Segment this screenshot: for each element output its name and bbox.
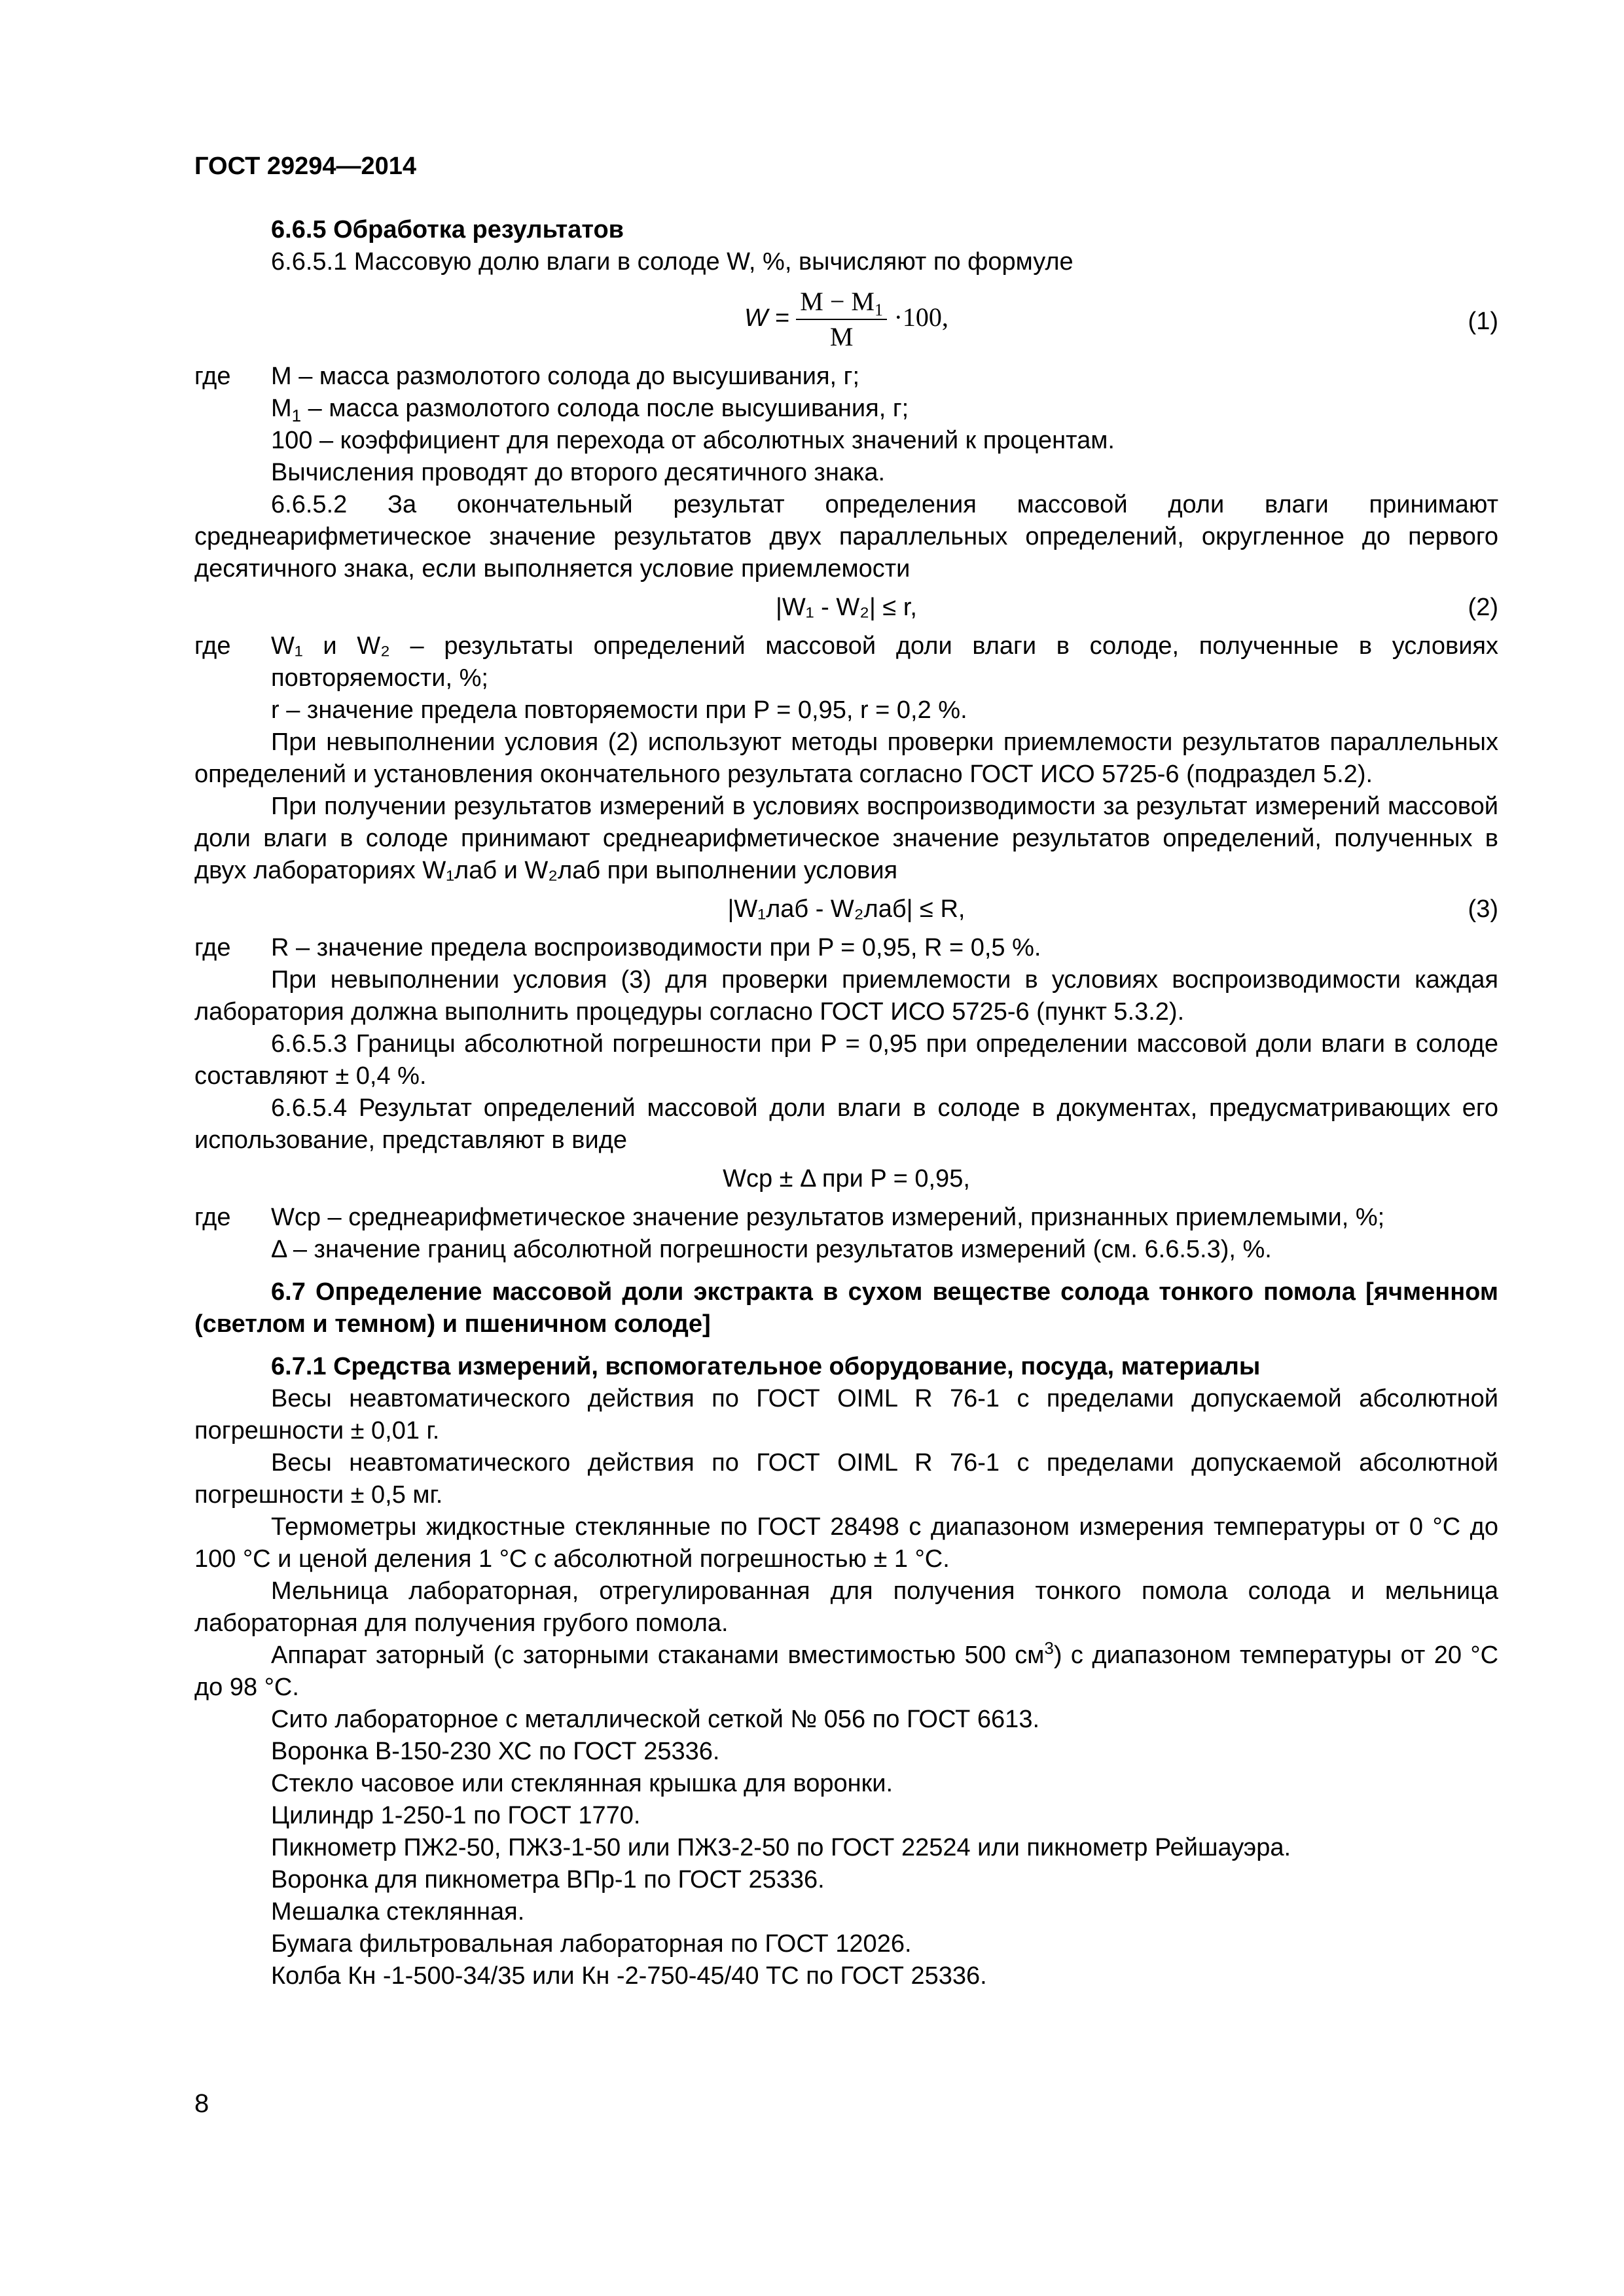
document-header: ГОСТ 29294—2014 <box>194 152 417 180</box>
equipment-list <box>194 1383 1498 1640</box>
list-item: Колба Кн -1-500-34/35 или Кн -2-750-45/40 ТС по ГОСТ 25336. <box>271 1962 987 1990</box>
list-item: Стекло часовое или стеклянная крышка для воронки. <box>271 1770 893 1797</box>
paragraph-fail-3: При невыполнении условия (3) для проверки приемлемости в условиях воспроизводимости каждая лаборатория должна выполнить процедуры согласно ГОСТ ИСО 5725-6 (пункт 5.3.2). <box>194 966 1498 1026</box>
where-label: где <box>194 363 231 390</box>
def-W1-W2: W₁ и W₂ – результаты определений массовой доли влаги в солоде, полученные в условиях повторяемости, %; <box>271 632 1498 692</box>
formula-1-fraction <box>796 287 887 351</box>
formula-1-numerator: M − M <box>800 287 875 316</box>
page-number: 8 <box>194 2089 209 2118</box>
formula-3 <box>194 893 1498 925</box>
formula-1-number: (1) <box>1468 308 1498 335</box>
paragraph-6-6-5-1: 6.6.5.1 Массовую долю влаги в солоде W, %, вычисляют по формуле <box>271 248 1074 276</box>
def-100: 100 – коэффициент для перехода от абсолютных значений к процентам. <box>271 427 1115 454</box>
def-M1-symbol: M <box>271 395 292 422</box>
formula-2 <box>194 592 1498 624</box>
list-item: Весы неавтоматического действия по ГОСТ OIML R 76-1 с пределами допускаемой абсолютной погрешности ± 0,5 мг. <box>194 1449 1498 1509</box>
list-item: Воронка для пикнометра ВПр-1 по ГОСТ 25336. <box>271 1866 825 1893</box>
list-item: Весы неавтоматического действия по ГОСТ OIML R 76-1 с пределами допускаемой абсолютной погрешности ± 0,01 г. <box>194 1385 1498 1444</box>
paragraph-calc: Вычисления проводят до второго десятичного знака. <box>271 459 886 486</box>
formula-1 <box>194 287 1498 351</box>
definitions-2 <box>194 630 1498 726</box>
apparatus-text-post: ) с диапазоном температуры от 20 °С до 98 °С. <box>194 1641 1499 1701</box>
def-M: M – масса размолотого солода до высушивания, г; <box>271 363 860 390</box>
list-item: Воронка В-150-230 ХС по ГОСТ 25336. <box>271 1738 720 1765</box>
paragraph-6-6-5-2: 6.6.5.2 За окончательный результат определения массовой доли влаги принимают среднеарифметическое значение результатов двух параллельных определений, округленное до первого десятичного знака, если выполняется условие приемлемости <box>194 491 1498 583</box>
def-M1-text: – масса размолотого солода после высушивания, г; <box>301 395 909 422</box>
where-label: где <box>194 632 231 660</box>
formula-1-multiplier: ·100, <box>893 302 948 332</box>
list-item-apparatus <box>194 1640 1498 1704</box>
formula-4 <box>194 1163 1498 1195</box>
document-page <box>194 151 1498 1992</box>
formula-4-text: Wср ± Δ при P = 0,95, <box>723 1165 970 1193</box>
paragraph-fail-2: При невыполнении условия (2) используют методы проверки приемлемости результатов параллельных определений и установления окончательного результата согласно ГОСТ ИСО 5725-6 (подраздел 5.2). <box>194 728 1498 788</box>
list-item: Мешалка стеклянная. <box>271 1898 525 1926</box>
section-6-7-title: 6.7 Определение массовой доли экстракта в сухом веществе солода тонкого помола [ячменном (светлом и темном) и пшеничном солоде] <box>194 1278 1498 1338</box>
list-item: Сито лабораторное с металлической сеткой № 056 по ГОСТ 6613. <box>271 1706 1040 1733</box>
formula-3-number: (3) <box>1468 895 1498 923</box>
definitions-1 <box>194 361 1498 457</box>
formula-1-denominator: M <box>829 322 854 351</box>
list-item: Термометры жидкостные стеклянные по ГОСТ 28498 с диапазоном измерения температуры от 0 °С до 100 °С и ценой деления 1 °С с абсолютной погрешностью ± 1 °С. <box>194 1513 1498 1573</box>
def-delta: Δ – значение границ абсолютной погрешности результатов измерений (см. 6.6.5.3), %. <box>271 1236 1272 1263</box>
section-6-7-1-title: 6.7.1 Средства измерений, вспомогательное оборудование, посуда, материалы <box>271 1353 1261 1380</box>
formula-2-number: (2) <box>1468 594 1498 621</box>
list-item: Пикнометр ПЖ2-50, ПЖ3-1-50 или ПЖ3-2-50 по ГОСТ 22524 или пикнометр Рейшауэра. <box>271 1834 1291 1861</box>
paragraph-6-6-5-3: 6.6.5.3 Границы абсолютной погрешности при P = 0,95 при определении массовой доли влаги в солоде составляют ± 0,4 %. <box>194 1030 1498 1090</box>
paragraph-6-6-5-4: 6.6.5.4 Результат определений массовой доли влаги в солоде в документах, предусматривающих его использование, представляют в виде <box>194 1094 1498 1154</box>
def-R: R – значение предела воспроизводимости при P = 0,95, R = 0,5 %. <box>271 934 1041 961</box>
definitions-4 <box>194 1202 1498 1266</box>
apparatus-text-pre: Аппарат заторный (с заторными стаканами вместимостью 500 см <box>271 1641 1045 1669</box>
def-M1-sub: 1 <box>291 406 302 425</box>
formula-2-text: |W₁ - W₂| ≤ r, <box>776 594 917 621</box>
list-item: Бумага фильтровальная лабораторная по ГОСТ 12026. <box>271 1930 912 1958</box>
def-M1 <box>271 393 1498 425</box>
equipment-list-2 <box>194 1704 1498 1992</box>
formula-3-text: |W₁лаб - W₂лаб| ≤ R, <box>727 895 965 923</box>
formula-1-numerator-sub: 1 <box>875 300 883 319</box>
formula-1-lhs: W = <box>744 304 789 332</box>
section-6-6-5-title: 6.6.5 Обработка результатов <box>271 216 624 243</box>
where-label: где <box>194 1204 231 1231</box>
def-Wcp: Wср – среднеарифметическое значение результатов измерений, признанных приемлемыми, %; <box>271 1204 1385 1231</box>
apparatus-sup: 3 <box>1044 1638 1054 1658</box>
definitions-3 <box>194 932 1498 964</box>
list-item: Мельница лабораторная, отрегулированная для получения тонкого помола солода и мельница лабораторная для получения грубого помола. <box>194 1577 1498 1637</box>
where-label: где <box>194 934 231 961</box>
paragraph-reproducibility: При получении результатов измерений в условиях воспроизводимости за результат измерений массовой доли влаги в солоде принимают среднеарифметическое значение результатов определений, полученных в двух лабораториях W₁лаб и W₂лаб при выполнении условия <box>194 793 1498 884</box>
def-r: r – значение предела повторяемости при P = 0,95, r = 0,2 %. <box>271 696 967 724</box>
list-item: Цилиндр 1-250-1 по ГОСТ 1770. <box>271 1802 641 1829</box>
